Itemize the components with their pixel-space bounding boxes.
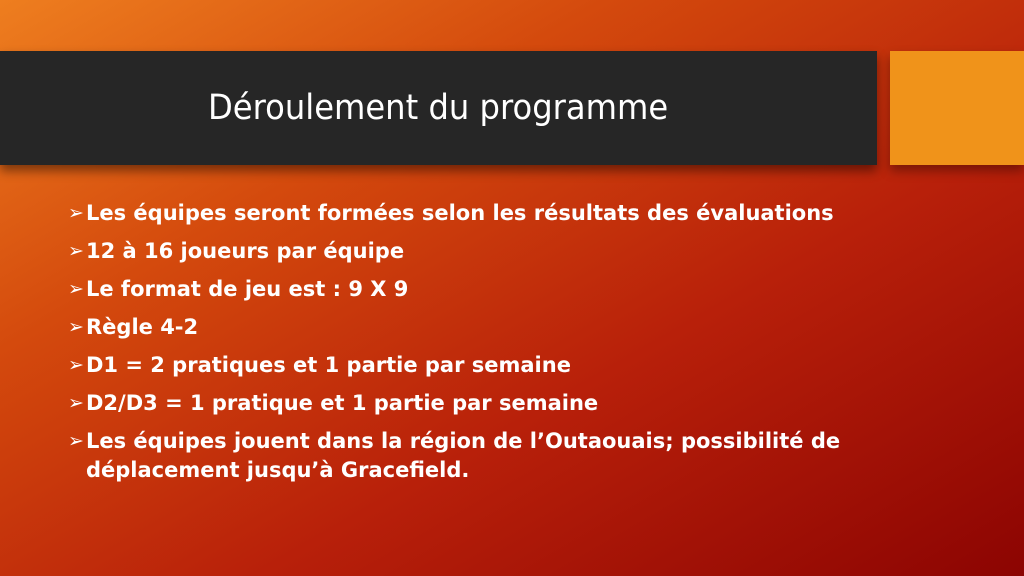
arrow-bullet-icon: ➢ — [68, 240, 84, 262]
title-bar — [0, 51, 877, 165]
bullet-text: Règle 4-2 — [86, 315, 199, 339]
bullet-list — [68, 199, 968, 494]
bullet-text: 12 à 16 joueurs par équipe — [86, 239, 405, 263]
bullet-item — [68, 275, 968, 304]
arrow-bullet-icon: ➢ — [68, 278, 84, 300]
bullet-item — [68, 237, 968, 266]
arrow-bullet-icon: ➢ — [68, 354, 84, 376]
bullet-item — [68, 389, 968, 418]
slide-title: Déroulement du programme — [208, 88, 669, 128]
bullet-text: Le format de jeu est : 9 X 9 — [86, 277, 409, 301]
bullet-text: D2/D3 = 1 pratique et 1 partie par semaine — [86, 391, 599, 415]
arrow-bullet-icon: ➢ — [68, 202, 84, 224]
bullet-text: Les équipes seront formées selon les résultats des évaluations — [86, 201, 834, 225]
bullet-text: Les équipes jouent dans la région de l’Outaouais; possibilité de déplacement jusqu’à Gracefield. — [86, 429, 841, 482]
accent-square — [890, 51, 1024, 165]
bullet-item — [68, 351, 968, 380]
bullet-item — [68, 313, 968, 342]
bullet-text: D1 = 2 pratiques et 1 partie par semaine — [86, 353, 571, 377]
bullet-item — [68, 199, 968, 228]
bullet-item — [68, 427, 968, 485]
arrow-bullet-icon: ➢ — [68, 392, 84, 414]
arrow-bullet-icon: ➢ — [68, 316, 84, 338]
arrow-bullet-icon: ➢ — [68, 430, 84, 452]
